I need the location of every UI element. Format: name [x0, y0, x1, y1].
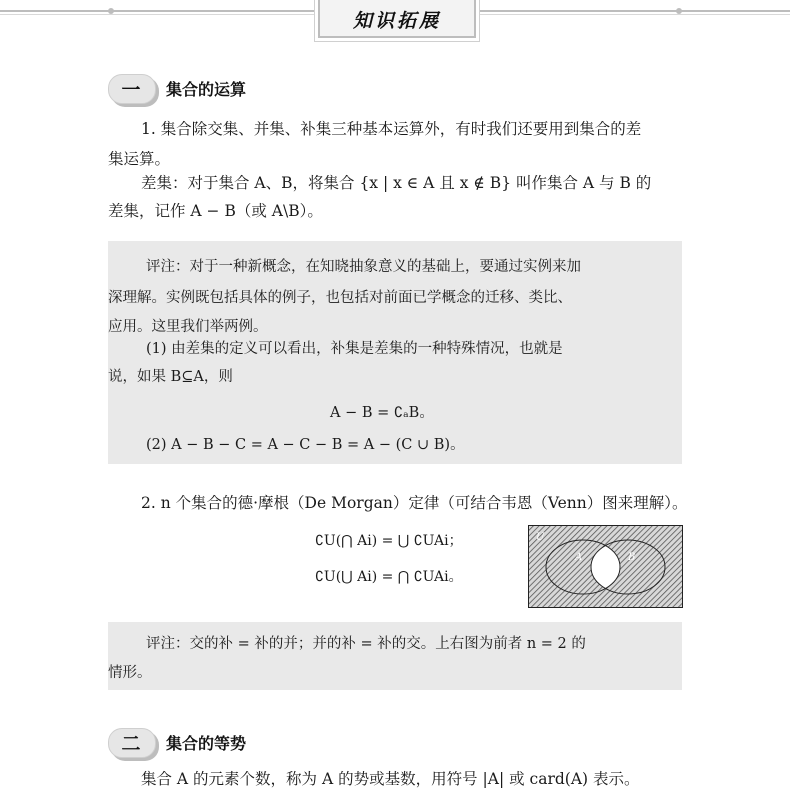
page-title: 知识拓展	[352, 10, 441, 32]
formula-demorgan-2: ∁U(⋃ Ai) = ⋂ ∁UAi。	[315, 569, 463, 585]
note-box	[108, 241, 682, 464]
paragraph-line: 集合 A 的元素个数，称为 A 的势或基数，用符号 |A| 或 card(A) 表示。	[141, 770, 640, 788]
section-number: 一	[121, 79, 141, 101]
section-title: 集合的等势	[166, 734, 247, 753]
header-dot-right	[676, 8, 682, 14]
note-line: 评注：交的补 = 补的并；并的补 = 补的交。上右图为前者 n = 2 的	[146, 636, 586, 652]
paragraph-line: 集运算。	[108, 150, 171, 168]
formula-demorgan-1: ∁U(⋂ Ai) = ⋃ ∁UAi；	[315, 533, 463, 549]
venn-label-a: A	[575, 552, 583, 563]
paragraph-line: 1. 集合除交集、并集、补集三种基本运算外，有时我们还要用到集合的差	[141, 120, 642, 138]
venn-diagram	[528, 525, 683, 608]
section-title: 集合的运算	[166, 80, 247, 99]
paragraph-line: 差集，记作 A − B（或 A\B）。	[108, 202, 323, 220]
note-line: (1) 由差集的定义可以看出，补集是差集的一种特殊情况，也就是	[146, 341, 563, 357]
paragraph-line: 差集：对于集合 A、B，将集合 {x | x ∈ A 且 x ∉ B} 叫作集合 A 与 B 的	[141, 174, 652, 192]
note-line: 情形。	[108, 665, 152, 681]
note-line: (2) A − B − C = A − C − B = A − (C ∪ B)。	[146, 437, 465, 453]
paragraph-line: 2. n 个集合的德·摩根（De Morgan）定律（可结合韦恩（Venn）图来理解）。	[141, 494, 688, 512]
venn-label-b: B	[628, 552, 636, 563]
section-number: 二	[121, 733, 141, 755]
note-line: 说，如果 B⊆A，则	[108, 369, 233, 385]
note-formula: A − B = ∁ₐB。	[330, 405, 434, 421]
note-line: 深理解。实例既包括具体的例子，也包括对前面已学概念的迁移、类比、	[108, 290, 572, 306]
header-banner	[318, 0, 476, 38]
header-dot-left	[108, 8, 114, 14]
note-box	[108, 622, 682, 690]
note-line: 评注：对于一种新概念，在知晓抽象意义的基础上，要通过实例来加	[146, 259, 581, 275]
note-line: 应用。这里我们举两例。	[108, 319, 268, 335]
venn-label-u: U	[536, 532, 545, 543]
